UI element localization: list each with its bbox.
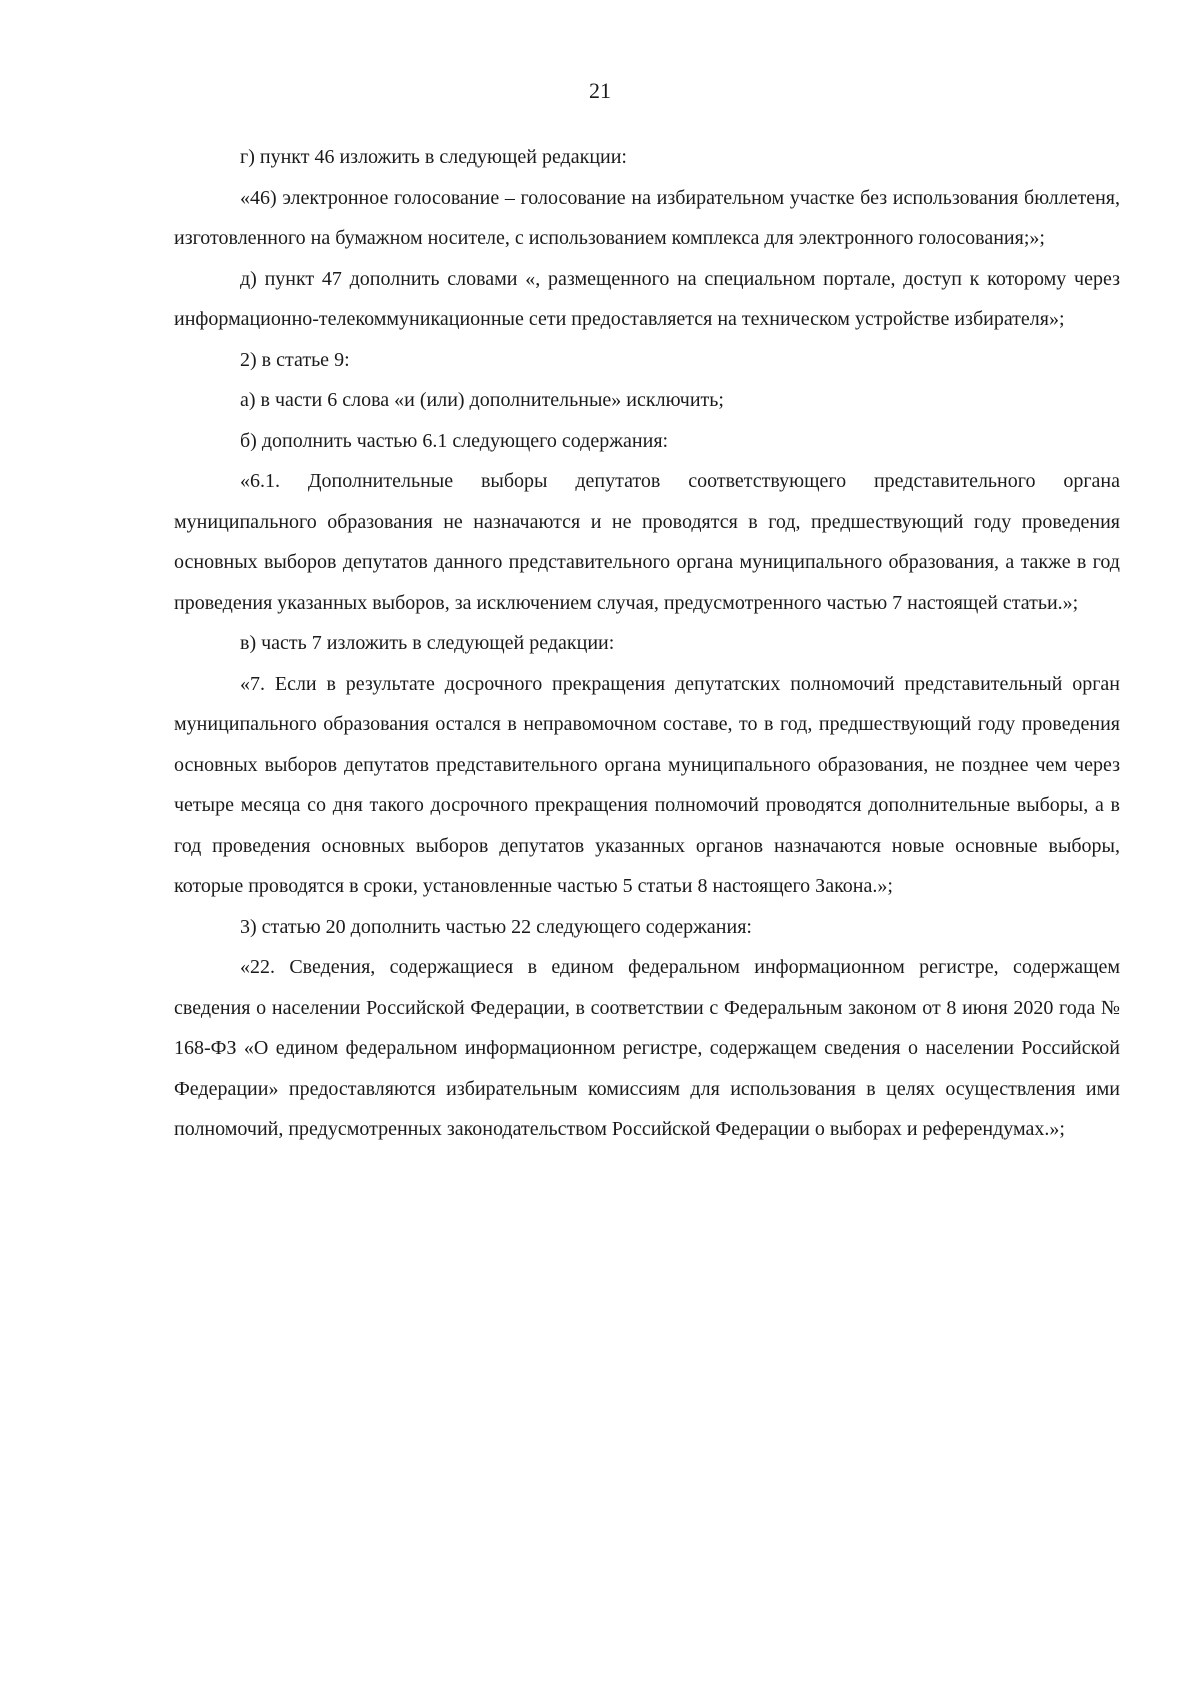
paragraph-article-9: 2) в статье 9: [240, 348, 350, 371]
paragraph-item-v: в) часть 7 изложить в следующей редакции: [240, 632, 615, 654]
page-number: 21 [589, 78, 611, 103]
paragraph-part-22-text: «22. Сведения, содержащиеся в едином федеральном информационном регистре, содержащем сведения о населении Российской Федерации, в соответствии с Федеральным законом от 8 июня 2020 года № 168-ФЗ «О едином федеральном информационном регистре, содержащем сведения о населении Российской Федерации» предоставляются избирательным комиссиям для использования в целях осуществления ими полномочий, предусмотренных законодательством Российской Федерации о выборах и референдумах.»; [174, 956, 1120, 1140]
paragraph-item-a: а) в части 6 слова «и (или) дополнительные» исключить; [240, 389, 724, 411]
paragraph-item-d: д) пункт 47 дополнить словами «, размещенного на специальном портале, доступ к которому через информационно-телекоммуникационные сети предоставляется на техническом устройстве избирателя»; [174, 267, 1120, 330]
paragraph-item-g: г) пункт 46 изложить в следующей редакции: [240, 146, 627, 168]
paragraph-article-20: 3) статью 20 дополнить частью 22 следующего содержания: [240, 915, 752, 938]
document-body [174, 137, 1120, 1150]
paragraph-item-46-text: «46) электронное голосование – голосование на избирательном участке без использования бюллетеня, изготовленного на бумажном носителе, с использованием комплекса для электронного голосования;»; [174, 186, 1120, 249]
paragraph-part-6-1-text: «6.1. Дополнительные выборы депутатов соответствующего представительного органа муниципального образования не назначаются и не проводятся в год, предшествующий году проведения основных выборов депутатов данного представительного органа муниципального образования, а также в год проведения указанных выборов, за исключением случая, предусмотренного частью 7 настоящей статьи.»; [174, 470, 1120, 614]
paragraph-item-b: б) дополнить частью 6.1 следующего содержания: [240, 429, 669, 452]
paragraph-part-7-text: «7. Если в результате досрочного прекращения депутатских полномочий представительный орган муниципального образования остался в неправомочном составе, то в год, предшествующий году проведения основных выборов депутатов представительного органа муниципального образования, не позднее чем через четыре месяца со дня такого досрочного прекращения полномочий проводятся дополнительные выборы, а в год проведения основных выборов депутатов указанных органов назначаются новые основные выборы, которые проводятся в сроки, установленные частью 5 статьи 8 настоящего Закона.»; [174, 672, 1120, 897]
